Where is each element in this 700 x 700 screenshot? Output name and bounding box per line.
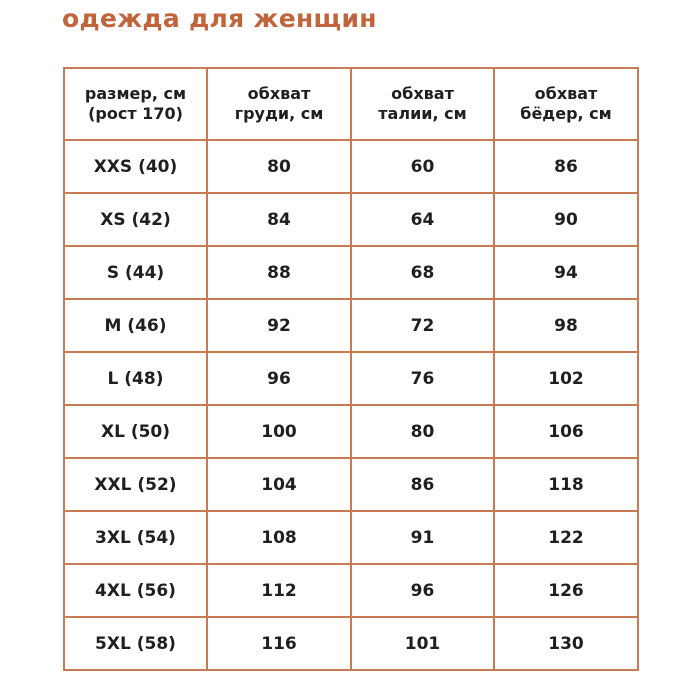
cell-chest: 88 [207,246,351,299]
cell-hips: 98 [494,299,638,352]
header-waist: обхват талии, см [351,68,494,140]
cell-size: S (44) [64,246,207,299]
cell-hips: 126 [494,564,638,617]
cell-waist: 91 [351,511,494,564]
cell-waist: 64 [351,193,494,246]
table-row [64,299,638,352]
cell-chest: 112 [207,564,351,617]
table-row [64,352,638,405]
table-row [64,405,638,458]
table-row [64,617,638,670]
cell-size: XXL (52) [64,458,207,511]
cell-chest: 100 [207,405,351,458]
cell-hips: 118 [494,458,638,511]
header-hips: обхват бёдер, см [494,68,638,140]
cell-waist: 80 [351,405,494,458]
cell-waist: 101 [351,617,494,670]
cell-hips: 102 [494,352,638,405]
page-title: одежда для женщин [62,4,377,33]
table-row [64,193,638,246]
header-size: размер, см (рост 170) [64,68,207,140]
cell-size: XS (42) [64,193,207,246]
cell-size: XL (50) [64,405,207,458]
cell-size: XXS (40) [64,140,207,193]
cell-hips: 94 [494,246,638,299]
cell-waist: 76 [351,352,494,405]
cell-chest: 80 [207,140,351,193]
cell-chest: 104 [207,458,351,511]
table-header-row [64,68,638,140]
cell-chest: 116 [207,617,351,670]
cell-size: 3XL (54) [64,511,207,564]
cell-hips: 122 [494,511,638,564]
cell-chest: 92 [207,299,351,352]
cell-size: M (46) [64,299,207,352]
table-row [64,246,638,299]
cell-hips: 90 [494,193,638,246]
cell-waist: 96 [351,564,494,617]
cell-chest: 96 [207,352,351,405]
header-chest: обхват груди, см [207,68,351,140]
cell-hips: 106 [494,405,638,458]
cell-hips: 130 [494,617,638,670]
cell-waist: 72 [351,299,494,352]
table-row [64,564,638,617]
cell-chest: 108 [207,511,351,564]
table-row [64,511,638,564]
table-row [64,458,638,511]
cell-waist: 68 [351,246,494,299]
cell-waist: 86 [351,458,494,511]
table-row [64,140,638,193]
cell-size: 4XL (56) [64,564,207,617]
cell-size: L (48) [64,352,207,405]
cell-waist: 60 [351,140,494,193]
cell-size: 5XL (58) [64,617,207,670]
cell-chest: 84 [207,193,351,246]
cell-hips: 86 [494,140,638,193]
size-chart-table [63,67,639,671]
